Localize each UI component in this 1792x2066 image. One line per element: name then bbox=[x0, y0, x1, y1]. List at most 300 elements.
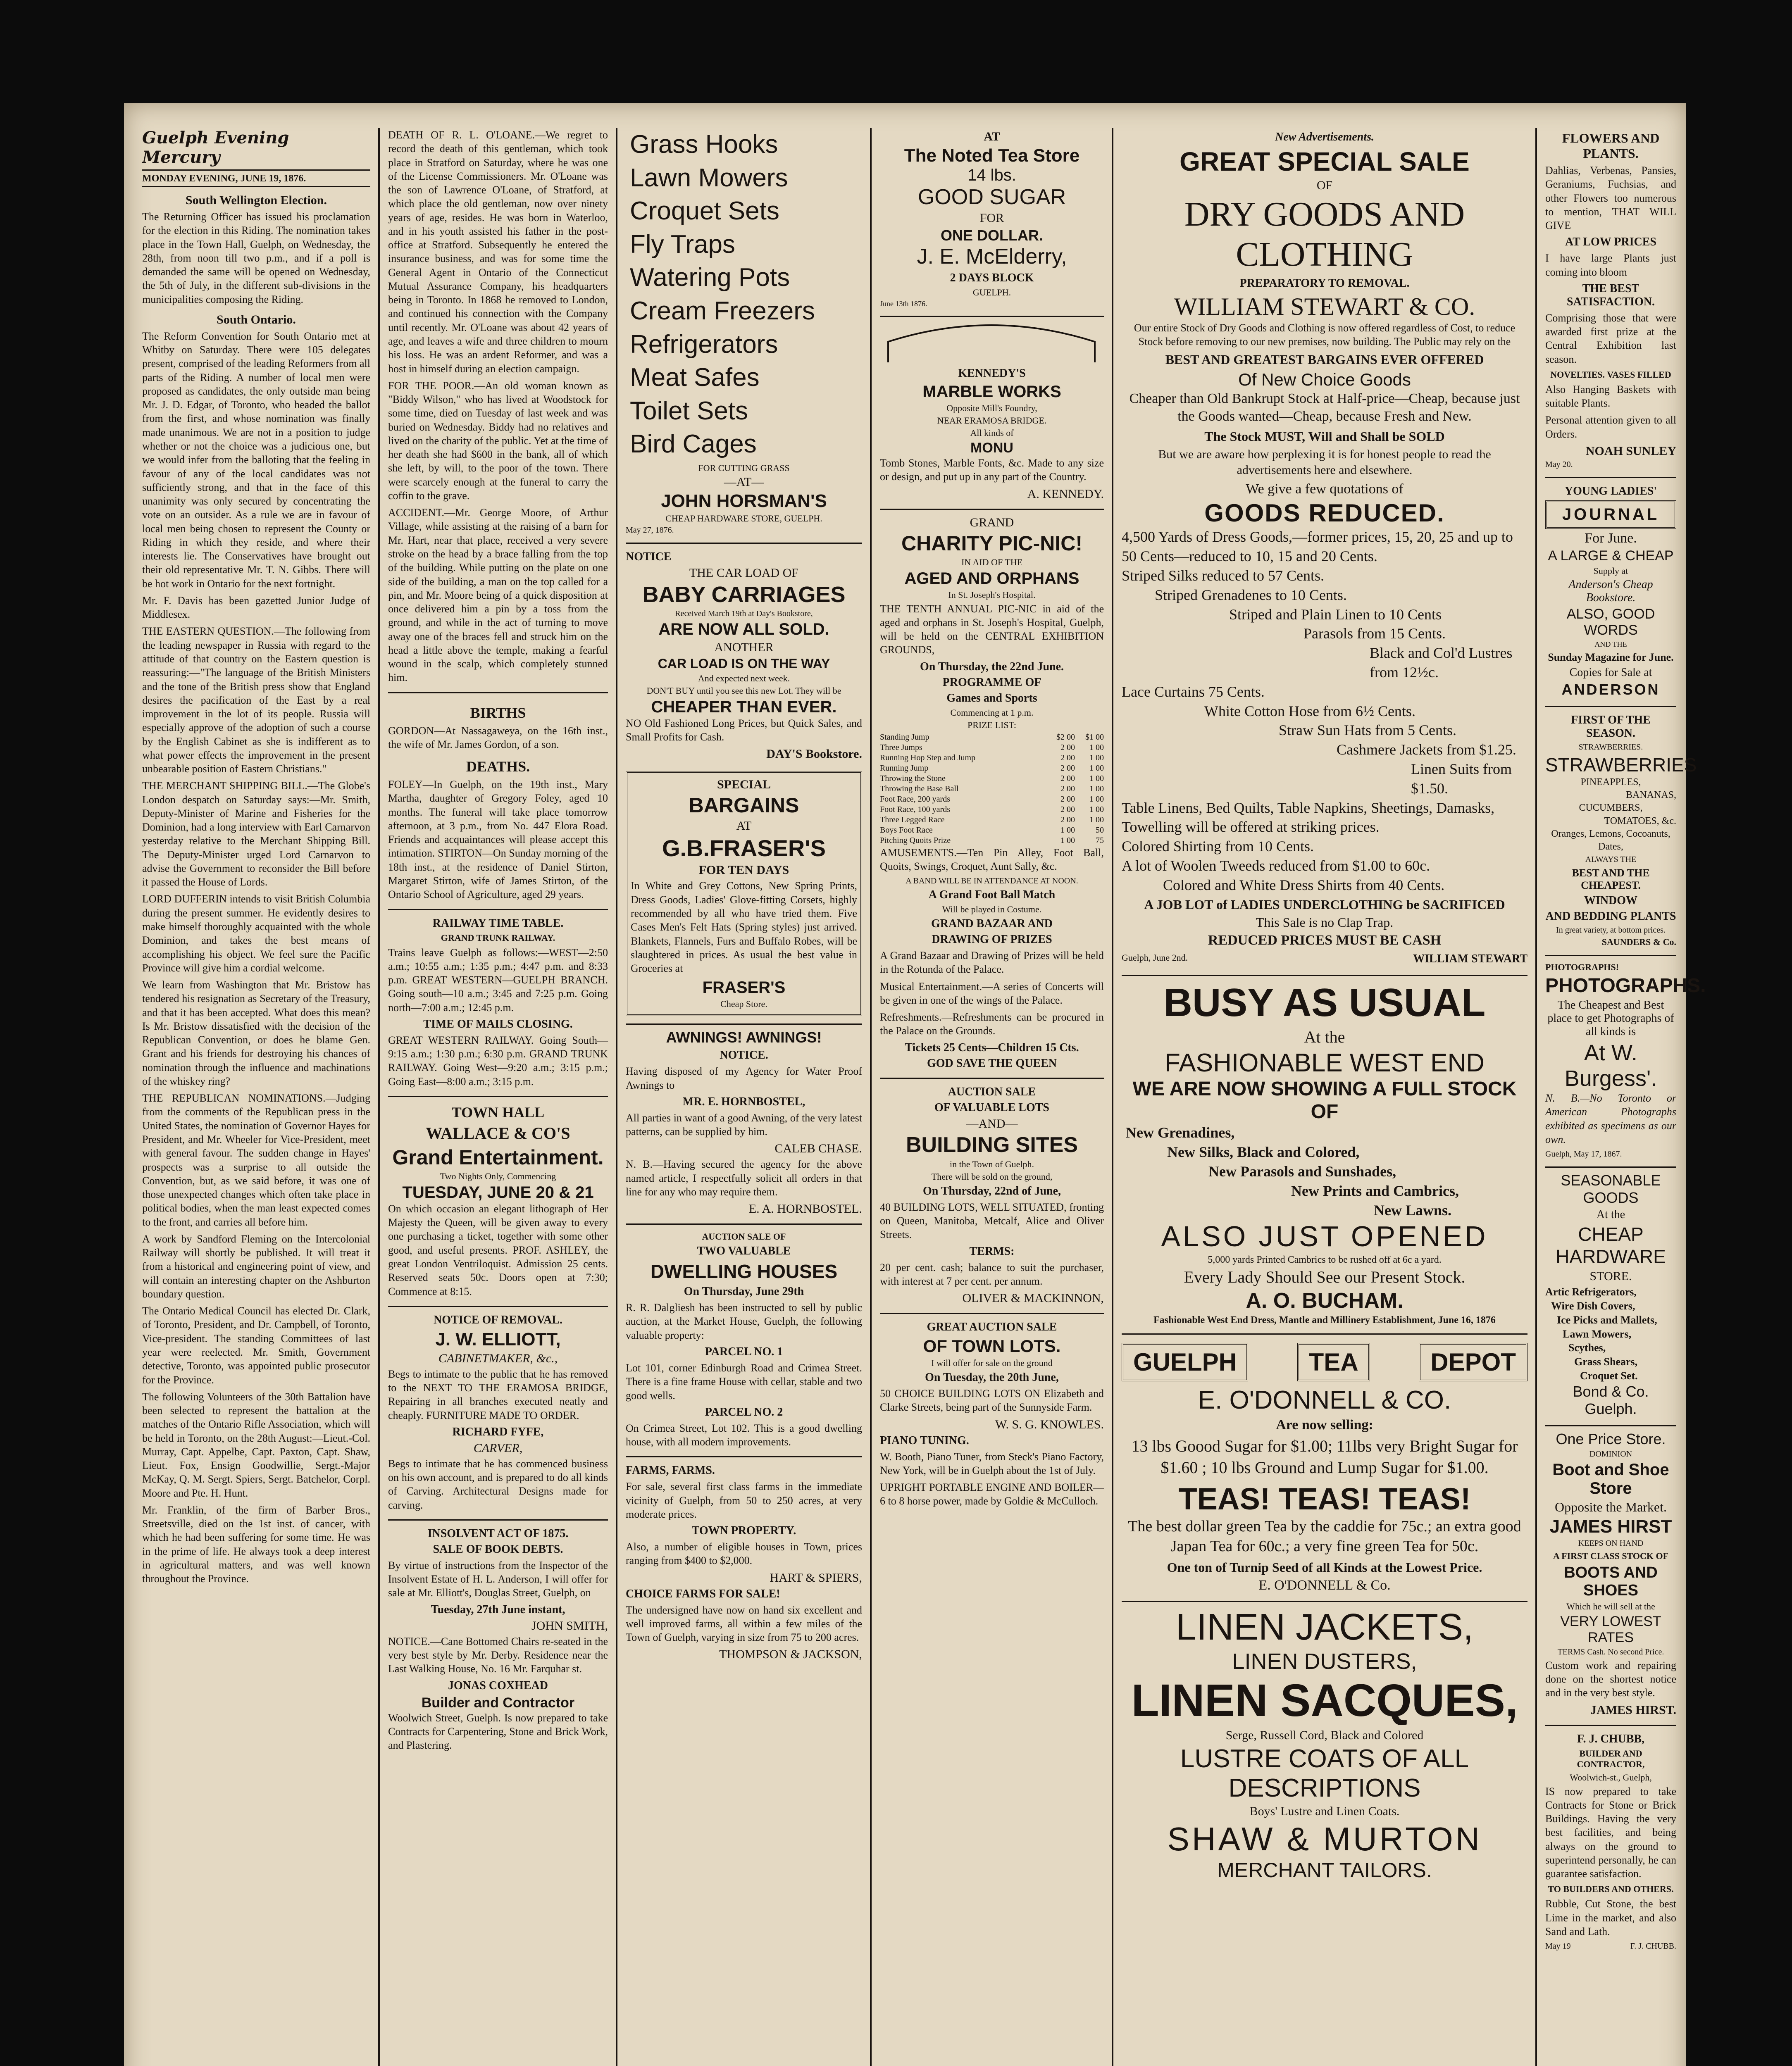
article-text: FOR THE POOR.—An old woman known as "Biddy Wilson," who has lived at Woodstock for some time, died on Tuesday of last week and was buried on Wednesday. Biddy had no relatives and lived on the charity of the public. Yet at the time of her death she had $600 in the bank, all of which she left, by will, to the poor of the town. There were scarcely enough at the funeral to carry the coffin to the grave. bbox=[388, 379, 608, 502]
column-6 bbox=[1539, 128, 1706, 2066]
quotations: We give a few quotations of bbox=[1246, 481, 1404, 497]
fraser-name: G.B.FRASER'S bbox=[662, 835, 826, 862]
nb-photos: N. B.—No Toronto or American Photographs exhibited as specimens as our own. bbox=[1545, 1092, 1676, 1145]
musical: Musical Entertainment.—A series of Concerts will be given in one of the wings of the Palace. bbox=[880, 980, 1104, 1006]
column-rule bbox=[378, 128, 380, 2066]
parasols: New Parasols and Sunshades, bbox=[1208, 1163, 1396, 1180]
prize-event: Throwing the Base Ball bbox=[880, 784, 959, 793]
may20: May 20. bbox=[1545, 459, 1573, 469]
fyfe-text: Begs to intimate that he has commenced business on his own account, and is prepared to do all kinds of Carving. Architectural Designs made for carving. bbox=[388, 1457, 608, 1511]
prize-table bbox=[880, 732, 1104, 846]
parcel-2: PARCEL NO. 2 bbox=[705, 1405, 783, 1419]
saunders: SAUNDERS & Co. bbox=[1601, 937, 1676, 947]
prize-first: 1 00 bbox=[1060, 835, 1075, 845]
removal-heading: NOTICE OF REMOVAL. bbox=[434, 1313, 562, 1326]
tea-depot-label: TEA bbox=[1297, 1343, 1370, 1381]
prize-first: 2 00 bbox=[1060, 753, 1075, 762]
best-satisfaction: THE BEST SATISFACTION. bbox=[1567, 282, 1655, 308]
hardware-item: Watering Pots bbox=[630, 263, 790, 292]
town-lots: OF TOWN LOTS. bbox=[923, 1336, 1061, 1356]
dont-buy: DON'T BUY until you see this new Lot. They will be bbox=[646, 685, 841, 696]
lawns: New Lawns. bbox=[1374, 1202, 1452, 1219]
kennedy-sig: A. KENNEDY. bbox=[1027, 487, 1104, 501]
births-heading: BIRTHS bbox=[470, 704, 526, 721]
article-text: THE EASTERN QUESTION.—The following from the leading newspaper in Russia with regard to the attitude of that country on the Eastern question is reassuring:—"The language of the British Ministers and the tone of the British press show that England desires the pacification of the East by a real improvement in the lot of its people. Russia will especially approve of the adoption of such a course by the English Cabinet as she is indifferent as to what power effects the improvement in the present unbearable position of Eastern Christians." bbox=[142, 625, 370, 775]
price-line: Black and Col'd Lustres from 12½c. bbox=[1370, 645, 1513, 681]
car-load-way: CAR LOAD IS ON THE WAY bbox=[658, 656, 830, 671]
prize-row bbox=[880, 794, 1104, 805]
sunday: Sunday Magazine for June. bbox=[1548, 651, 1674, 663]
for: FOR bbox=[979, 211, 1004, 225]
prize-second: 1 00 bbox=[1089, 815, 1104, 824]
nb-text: N. B.—Having secured the agency for the above named article, I respectfully solicit all orders in that line for any who may require them. bbox=[626, 1158, 862, 1198]
comprising: Comprising those that were awarded first prize at the Central Exhibition last season. bbox=[1545, 312, 1676, 365]
prize-first: 1 00 bbox=[1060, 825, 1075, 835]
drawing: DRAWING OF PRIZES bbox=[932, 933, 1052, 946]
all-kinds: All kinds of bbox=[970, 428, 1014, 438]
at-tea: AT bbox=[984, 130, 1000, 143]
prize-row bbox=[880, 774, 1104, 784]
prize-second: 1 00 bbox=[1089, 774, 1104, 783]
boots-shoes: BOOTS AND SHOES bbox=[1564, 1564, 1658, 1599]
stock-text: Our entire Stock of Dry Goods and Clothing is now offered regardless of Cost, to reduce Stock before removing to our new premises, now building. The Public may rely on the bbox=[1134, 322, 1516, 348]
column-2-articles bbox=[388, 128, 608, 685]
tea-depot-label: DEPOT bbox=[1419, 1343, 1527, 1381]
article-heading: South Ontario. bbox=[217, 312, 296, 326]
low-prices: AT LOW PRICES bbox=[1565, 236, 1656, 249]
auction-sale: AUCTION SALE bbox=[948, 1085, 1036, 1098]
kennedys: KENNEDY'S bbox=[958, 367, 1026, 380]
prize-first: 2 00 bbox=[1060, 774, 1075, 783]
marble-arch-icon bbox=[880, 321, 1103, 362]
in-town: in the Town of Guelph. bbox=[950, 1159, 1034, 1169]
ten-days: FOR TEN DAYS bbox=[698, 863, 789, 877]
serge: Serge, Russell Cord, Black and Colored bbox=[1225, 1728, 1424, 1742]
cheap-store: Cheap Store. bbox=[720, 999, 767, 1009]
prize-second: 1 00 bbox=[1089, 753, 1104, 762]
price-line: Linen Suits from $1.50. bbox=[1411, 760, 1512, 797]
prize-row bbox=[880, 763, 1104, 774]
article-text: Mr. F. Davis has been gazetted Junior Judge of Middlesex. bbox=[142, 594, 370, 621]
price-line: Colored and White Dress Shirts from 40 Cents. bbox=[1163, 876, 1445, 893]
monu: MONU bbox=[970, 440, 1013, 456]
masthead-title: Guelph Evening Mercury bbox=[142, 128, 370, 171]
stock-must: The Stock MUST, Will and Shall be SOLD bbox=[1204, 428, 1445, 444]
copies: Copies for Sale at bbox=[1569, 666, 1652, 679]
for-cutting-grass: FOR CUTTING GRASS bbox=[698, 462, 790, 473]
prize-event: Three Legged Race bbox=[880, 815, 945, 824]
column-2 bbox=[382, 128, 614, 2066]
photos-small: PHOTOGRAPHS! bbox=[1545, 962, 1619, 973]
prize-row bbox=[880, 784, 1104, 794]
column-rule bbox=[870, 128, 872, 2066]
woolwich: Woolwich-st., Guelph, bbox=[1570, 1772, 1652, 1783]
picnic-thursday: On Thursday, the 22nd June. bbox=[920, 660, 1064, 673]
one-price: One Price Store. bbox=[1556, 1430, 1666, 1447]
bazaar-text: A Grand Bazaar and Drawing of Prizes will be held in the Rotunda of the Palace. bbox=[880, 950, 1104, 976]
hardware-item: Cream Freezers bbox=[630, 296, 815, 325]
prize-event: Throwing the Stone bbox=[880, 774, 946, 783]
price-line: Table Linens, Bed Quilts, Table Napkins, Sheetings, Damasks, bbox=[1122, 799, 1495, 816]
tuesday-dates: TUESDAY, JUNE 20 & 21 bbox=[402, 1183, 594, 1202]
window: WINDOW bbox=[1584, 894, 1638, 907]
job-lot: A JOB LOT of LADIES UNDERCLOTHING be SACRIFICED bbox=[1144, 897, 1505, 912]
silks: New Silks, Black and Colored, bbox=[1167, 1144, 1360, 1161]
hardware-item: Grass Hooks bbox=[630, 130, 778, 159]
price-line: Parasols from 15 Cents. bbox=[1303, 625, 1446, 642]
which: Which he will sell at the bbox=[1566, 1601, 1655, 1611]
dateline: MONDAY EVENING, JUNE 19, 1876. bbox=[142, 173, 370, 187]
boot-shoe: Boot and Shoe Store bbox=[1552, 1460, 1669, 1497]
column-4 bbox=[874, 128, 1110, 2066]
establishment: Fashionable West End Dress, Mantle and Millinery Establishment, June 16, 1876 bbox=[1153, 1315, 1496, 1326]
piano: PIANO TUNING. bbox=[880, 1434, 969, 1447]
terms: TERMS: bbox=[969, 1245, 1015, 1258]
auction-head: AUCTION SALE OF bbox=[702, 1231, 786, 1242]
days-block: 2 DAYS BLOCK bbox=[950, 271, 1034, 284]
caleb-sig: CALEB CHASE. bbox=[774, 1142, 862, 1156]
new-ads-heading: New Advertisements. bbox=[1275, 131, 1375, 143]
baby-carriages: BABY CARRIAGES bbox=[642, 582, 846, 607]
merchant-tailors: MERCHANT TAILORS. bbox=[1217, 1859, 1432, 1882]
good-sugar: GOOD SUGAR bbox=[917, 185, 1066, 209]
prize-first: 2 00 bbox=[1060, 805, 1075, 814]
goods-reduced: GOODS REDUCED. bbox=[1204, 499, 1445, 527]
builder-contractor-2: BUILDER AND CONTRACTOR, bbox=[1577, 1748, 1645, 1769]
may19: May 19 bbox=[1545, 1942, 1571, 1951]
newspaper-page bbox=[124, 103, 1706, 2066]
andersons: Anderson's Cheap Bookstore. bbox=[1568, 578, 1653, 604]
prize-event: Running Hop Step and Jump bbox=[880, 753, 976, 762]
chubb-text: IS now prepared to take Contracts for Stone or Brick Buildings. Having the very best facilities, and being always on the ground to superintend personally, he can guarantee satisfaction. bbox=[1545, 1785, 1676, 1880]
shaw-murton: SHAW & MURTON bbox=[1167, 1821, 1482, 1858]
prize-second: 75 bbox=[1096, 835, 1104, 845]
jonas-text: Woolwich Street, Guelph. Is now prepared to take Contracts for Carpentering, Stone and Brick Work, and Plastering. bbox=[388, 1711, 608, 1752]
article-text: The Returning Officer has issued his proclamation for the election in this Riding. The nomination takes place in the Town Hall, Guelph, on Wednesday, the 28th, from noon till two p.m., and if a poll is demanded the same will be opened on Wednesday, the 5th of July, in the different sub-divisions in the municipalities composing the Riding. bbox=[142, 211, 370, 305]
to-builders: TO BUILDERS AND OTHERS. bbox=[1548, 1884, 1674, 1895]
custom: Custom work and repairing done on the shortest notice and in the very best style. bbox=[1545, 1659, 1676, 1699]
article-text: A work by Sandford Fleming on the Intercolonial Railway will shortly be published. It will treat it from a historical and engineering point of view, and will contain an interesting chapter on the Ashburton boundary question. bbox=[142, 1233, 370, 1300]
also-good: ALSO, GOOD WORDS bbox=[1566, 606, 1655, 638]
piano-text: W. Booth, Piano Tuner, from Steck's Piano Factory, New York, will be in Guelph about the 1st of July. bbox=[880, 1450, 1104, 1476]
grand: GRAND bbox=[970, 515, 1014, 529]
at-label-2: AT bbox=[736, 819, 752, 833]
prize-second: 1 00 bbox=[1089, 784, 1104, 793]
prize-row bbox=[880, 835, 1104, 846]
price-line: Towelling will be offered at striking prices. bbox=[1122, 819, 1380, 835]
column-5 bbox=[1116, 128, 1533, 2066]
carver: CARVER, bbox=[473, 1441, 523, 1455]
cambrics: 5,000 yards Printed Cambrics to be rushed off at 6c a yard. bbox=[1208, 1254, 1442, 1266]
mcelderry: J. E. McElderry, bbox=[917, 245, 1067, 269]
price-line: Colored Shirting from 10 Cents. bbox=[1122, 838, 1314, 855]
hardware-item: Toilet Sets bbox=[630, 396, 748, 425]
fyfe-name: RICHARD FYFE, bbox=[452, 1425, 544, 1438]
prize-event: Standing Jump bbox=[880, 732, 929, 742]
cabinetmaker: CABINETMAKER, &c., bbox=[438, 1351, 558, 1365]
always: ALWAYS THE bbox=[1585, 855, 1637, 864]
article-text: The Reform Convention for South Ontario met at Whitby on Saturday. There were 105 delegates present, comprised of the leading Reformers from all parts of the Riding. A number of local men were proposed as candidates, the only outside man being Mr. J. D. Edgar, of Toronto, who headed the ballot from the first, and whose nomination was finally made unanimous. We are not in a position to judge whether or not the choice was a judicious one, but we would infer from the balloting that the feeling in favour of any of the local candidates was not sufficiently strong, and that in the face of this unanimity was only secured by concentrating the vote on an outsider. As a rule we are in favour of local men being chosen to represent the County or Riding in which they reside, and where their interests lie. The Conservatives have brought out their old representative Mr. T. N. Gibbs. There will be hot work in Ontario for the next fortnight. bbox=[142, 330, 370, 590]
hardware-item: Bird Cages bbox=[630, 430, 757, 459]
fruit-item: CUCUMBERS, bbox=[1579, 802, 1643, 814]
railway-text: Trains leave Guelph as follows:—WEST—2:50 a.m.; 10:55 a.m.; 1:35 p.m.; 4:47 p.m. and 8:33 p.m. GREAT WESTERN—GUELPH BRANCH. Going south—10 a.m.; 3:45 and 7:25 p.m. Going north—7:00 a.m.; 12:45 p.m. bbox=[388, 946, 608, 1014]
lowest-rates: VERY LOWEST RATES bbox=[1560, 1613, 1661, 1645]
article-text: Mr. Franklin, of the firm of Barber Bros., Streetsville, died on the 1st inst. of cancer, with which he had been suffering for some time. He was in the prime of life. He always took a deep interest in agricultural matters, and was well known throughout the Province. bbox=[142, 1504, 370, 1585]
sold-text: There will be sold on the ground, bbox=[931, 1171, 1053, 1182]
prize-event: Pitching Quoits Prize bbox=[880, 835, 951, 845]
fruit-item: TOMATOES, &c. bbox=[1604, 815, 1676, 826]
price-line: Striped and Plain Linen to 10 Cents bbox=[1229, 606, 1442, 623]
marble-works: MARBLE WORKS bbox=[922, 383, 1061, 401]
price-line: Cashmere Jackets from $1.25. bbox=[1337, 741, 1516, 758]
smith-sig: JOHN SMITH, bbox=[531, 1619, 608, 1633]
first-season: FIRST OF THE SEASON. bbox=[1571, 713, 1651, 740]
prize-event: Boys Foot Race bbox=[880, 825, 933, 835]
prize-first: 2 00 bbox=[1060, 743, 1075, 752]
every-lady: Every Lady Should See our Present Stock. bbox=[1184, 1268, 1466, 1287]
near: NEAR ERAMOSA BRIDGE. bbox=[937, 415, 1047, 426]
novelties: NOVELTIES. VASES FILLED bbox=[1550, 369, 1671, 380]
sugar-text: 13 lbs Goood Sugar for $1.00; 11lbs very Bright Sugar for $1.60 ; 10 lbs Ground and Lump Sugar for $1.00. bbox=[1131, 1437, 1518, 1477]
first-class: A FIRST CLASS STOCK OF bbox=[1553, 1550, 1669, 1561]
price-line: Lace Curtains 75 Cents. bbox=[1122, 683, 1265, 700]
odonnell: E. O'DONNELL & CO. bbox=[1198, 1386, 1451, 1415]
horsman-date: May 27, 1876. bbox=[626, 525, 674, 535]
prize-row bbox=[880, 732, 1104, 743]
prize-event: Three Jumps bbox=[880, 743, 922, 752]
parcel-2-text: On Crimea Street, Lot 102. This is a good dwelling house, with all modern improvements. bbox=[626, 1422, 862, 1448]
building-lots: 40 BUILDING LOTS, WELL SITUATED, fronting on Queen, Manitoba, Metcalf, Alice and Oliver Streets. bbox=[880, 1201, 1104, 1241]
special: SPECIAL bbox=[717, 778, 771, 792]
two-nights: Two Nights Only, Commencing bbox=[440, 1171, 556, 1181]
two-valuable: TWO VALUABLE bbox=[697, 1245, 791, 1258]
hardware-item: Lawn Mowers, bbox=[1563, 1328, 1632, 1340]
price-line: White Cotton Hose from 6½ Cents. bbox=[1204, 702, 1415, 719]
dominion: DOMINION bbox=[1589, 1449, 1632, 1459]
dwelling-houses: DWELLING HOUSES bbox=[650, 1261, 838, 1283]
linen-jackets: LINEN JACKETS, bbox=[1175, 1607, 1474, 1648]
prize-second: 1 00 bbox=[1089, 805, 1104, 814]
tickets: Tickets 25 Cents—Children 15 Cts. bbox=[905, 1041, 1079, 1054]
great-auction: GREAT AUCTION SALE bbox=[927, 1321, 1057, 1334]
article-text: THE REPUBLICAN NOMINATIONS.—Judging from the comments of the Republican press in the United States, the nomination of Governor Hayes for President, and Mr. Wheeler for Vice-President, meet with general favour. The sudden change in Hayes' prospects was a surprise to all outside the Convention, but, as we said before, it was one of those unexpected changes which often take place in political bodies, when the man least expected comes to the front, and carries all before him. bbox=[142, 1092, 370, 1228]
tea-depot-label: GUELPH bbox=[1122, 1343, 1248, 1381]
expected: And expected next week. bbox=[698, 673, 790, 683]
flowers-heading: FLOWERS AND PLANTS. bbox=[1562, 131, 1660, 161]
prize-first: 2 00 bbox=[1060, 815, 1075, 824]
insolvent-text: By virtue of instructions from the Inspector of the Insolvent Estate of H. L. Anderson, I will offer for sale at Mr. Elliott's, Douglas Street, Guelph, on bbox=[388, 1559, 608, 1599]
deaths-text: FOLEY—In Guelph, on the 19th inst., Mary Martha, daughter of Gregory Foley, aged 10 months. The funeral will take place tomorrow afternoon, at 3 p.m., from No. 447 Elora Road. Friends and acquaintances will please accept this intimation. STIRTON—On Sunday morning of the 18th inst., at the residence of Daniel Stirton, Margaret Stirton, wife of James Stirton, of the Ontario School of Agriculture, aged 29 years. bbox=[388, 778, 608, 901]
price-line: Striped Grenadenes to 10 Cents. bbox=[1155, 586, 1347, 603]
keeps: KEEPS ON HAND bbox=[1578, 1538, 1644, 1548]
opposite: Opposite Mill's Foundry, bbox=[946, 403, 1037, 413]
town-property: TOWN PROPERTY. bbox=[691, 1524, 796, 1538]
prize-row bbox=[880, 753, 1104, 763]
notice-2: NOTICE. bbox=[720, 1049, 768, 1062]
prize-row bbox=[880, 815, 1104, 825]
price-line: 4,500 Yards of Dress Goods,—former prices, 15, 20, 25 and up to 50 Cents—reduced to 10, 15 and 20 Cents. bbox=[1122, 528, 1513, 565]
supply: Supply at bbox=[1593, 565, 1628, 576]
grenadines: New Grenadines, bbox=[1126, 1124, 1235, 1141]
offer-text: I will offer for sale on the ground bbox=[931, 1358, 1053, 1369]
insolvent-date: Tuesday, 27th June instant, bbox=[431, 1603, 565, 1616]
article-text: We learn from Washington that Mr. Bristow has tendered his resignation as Secretary of the Treasury, and that it has been accepted. What does this mean? Is Mr. Bristow dissatisfied with the decision of the Republican Convention, or does he blame Gen. Grant and his friends for destroying his chances of nomination through the influence and machinations of the whiskey ring? bbox=[142, 979, 370, 1087]
notice-heading: NOTICE bbox=[626, 550, 672, 563]
burgess: At W. Burgess'. bbox=[1564, 1040, 1657, 1091]
price-line: Striped Silks reduced to 57 Cents. bbox=[1122, 567, 1324, 584]
odonnell-sig: E. O'DONNELL & Co. bbox=[1258, 1578, 1391, 1593]
commencing: Commencing at 1 p.m. bbox=[950, 707, 1034, 718]
grand-entertainment: Grand Entertainment. bbox=[392, 1145, 604, 1169]
tea-store: The Noted Tea Store bbox=[904, 145, 1080, 166]
valuable-lots: OF VALUABLE LOTS bbox=[934, 1101, 1050, 1114]
band: A BAND WILL BE IN ATTENDANCE AT NOON. bbox=[906, 876, 1078, 886]
sunley: NOAH SUNLEY bbox=[1585, 444, 1676, 458]
hardware-item: Ice Picks and Mallets, bbox=[1557, 1314, 1657, 1326]
fruit-item: Oranges, Lemons, Cocoanuts, Dates, bbox=[1551, 828, 1670, 852]
linen-dusters: LINEN DUSTERS, bbox=[1232, 1649, 1417, 1674]
hornbostel-name: MR. E. HORNBOSTEL, bbox=[682, 1095, 805, 1108]
prize-row bbox=[880, 743, 1104, 753]
column-3 bbox=[620, 128, 868, 2066]
auction-text: R. R. Dalgliesh has been instructed to sell by public auction, at the Market House, Guelph, the following valuable property: bbox=[626, 1302, 862, 1341]
prize-event: Foot Race, 100 yards bbox=[880, 805, 950, 814]
terms-text: 20 per cent. cash; balance to suit the purchaser, with interest at 7 per cent. per annum. bbox=[880, 1261, 1104, 1287]
prize-event: Running Jump bbox=[880, 763, 929, 773]
fifty-lots: 50 CHOICE BUILDING LOTS ON Elizabeth and Clarke Streets, being part of the Sunnyside Farm. bbox=[880, 1388, 1104, 1414]
no-trap: This Sale is no Clap Trap. bbox=[1256, 915, 1394, 930]
bazaar: GRAND BAZAAR AND bbox=[931, 917, 1053, 931]
railway-heading: RAILWAY TIME TABLE. bbox=[432, 916, 564, 930]
prize-second: 1 00 bbox=[1089, 743, 1104, 752]
showing: WE ARE NOW SHOWING A FULL STOCK OF bbox=[1132, 1078, 1517, 1123]
building-sites: BUILDING SITES bbox=[906, 1133, 1078, 1157]
strawberries-small: STRAWBERRIES. bbox=[1578, 742, 1643, 752]
prize-second: $1 00 bbox=[1085, 732, 1104, 742]
book-debts: SALE OF BOOK DEBTS. bbox=[433, 1542, 563, 1556]
prize-first: $2 00 bbox=[1056, 732, 1075, 742]
turnip: One ton of Turnip Seed of all Kinds at the Lowest Price. bbox=[1167, 1560, 1482, 1575]
oliver-sig: OLIVER & MACKINNON, bbox=[962, 1291, 1104, 1305]
one-dollar: ONE DOLLAR. bbox=[941, 227, 1043, 244]
tea-text: The best dollar green Tea by the caddie for 75c.; an extra good Japan Tea for 60c.; a very fine green Tea for 50c. bbox=[1128, 1517, 1521, 1555]
awnings-heading: AWNINGS! AWNINGS! bbox=[666, 1029, 822, 1046]
births-text: GORDON—At Nassagaweya, on the 16th inst., the wife of Mr. James Gordon, of a son. bbox=[388, 724, 608, 750]
builder-contractor: Builder and Contractor bbox=[421, 1695, 575, 1711]
column-rule bbox=[1112, 128, 1113, 2066]
hardware-item: Grass Shears, bbox=[1574, 1356, 1638, 1368]
another: ANOTHER bbox=[714, 640, 774, 654]
cheaper-text: Cheaper than Old Bankrupt Stock at Half-price—Cheap, because just the Goods wanted—Cheap, because Fresh and New. bbox=[1129, 390, 1520, 424]
choice-farms: CHOICE FARMS FOR SALE! bbox=[626, 1587, 780, 1600]
but-we: But we are aware how perplexing it is for honest people to read the advertisements here and elsewhere. bbox=[1158, 447, 1491, 477]
horsman-name: JOHN HORSMAN'S bbox=[661, 490, 827, 511]
elliott-name: J. W. ELLIOTT, bbox=[435, 1329, 561, 1350]
of-new: Of New Choice Goods bbox=[1238, 369, 1411, 389]
best-bargains: BEST AND GREATEST BARGAINS EVER OFFERED bbox=[1165, 352, 1484, 367]
variety: In great variety, at bottom prices. bbox=[1556, 926, 1666, 935]
seasonable: SEASONABLE GOODS bbox=[1561, 1172, 1661, 1207]
refreshments: Refreshments.—Refreshments can be procured in the Palace on the Grounds. bbox=[880, 1011, 1104, 1037]
also-just-opened: ALSO JUST OPENED bbox=[1161, 1220, 1488, 1253]
tea-depot-boxes bbox=[1122, 1343, 1527, 1381]
in-aid: IN AID OF THE bbox=[961, 557, 1023, 567]
prints: New Prints and Cambrics, bbox=[1291, 1182, 1459, 1199]
fruits-list bbox=[1545, 776, 1676, 853]
fraser-text: In White and Grey Cottons, New Spring Prints, Dress Goods, Ladies' Glove-fitting Corsets, highly recommended by all who have tried them. Five Cases Men's Felt Hats (Spring styles) just arrived. Blankets, Flannels, Furs and Buffalo Robes, will be slaughtered in prices. As usual the best value in Groceries at bbox=[631, 880, 857, 975]
prize-row bbox=[880, 825, 1104, 835]
town-text: Also, a number of eligible houses in Town, prices ranging from $400 to $2,000. bbox=[626, 1541, 862, 1567]
price-line: A lot of Woolen Tweeds reduced from $1.00 to 60c. bbox=[1122, 857, 1430, 874]
prize-first: 2 00 bbox=[1060, 763, 1075, 773]
fashionable-west-end: FASHIONABLE WEST END bbox=[1164, 1049, 1485, 1078]
hardware-item: Fly Traps bbox=[630, 230, 735, 259]
cheap-hardware: CHEAP HARDWARE bbox=[1556, 1223, 1666, 1268]
prize-event: Foot Race, 200 yards bbox=[880, 794, 950, 804]
prize-second: 50 bbox=[1096, 825, 1104, 835]
flowers-text: Dahlias, Verbenas, Pansies, Geraniums, Fuchsias, and other Flowers too numerous to mention, THAT WILL GIVE bbox=[1545, 164, 1676, 232]
price-line: Straw Sun Hats from 5 Cents. bbox=[1279, 722, 1456, 739]
hardware-item: Artic Refrigerators, bbox=[1545, 1286, 1637, 1298]
all-sold: ARE NOW ALL SOLD. bbox=[658, 620, 829, 638]
at-the-2: At the bbox=[1596, 1208, 1625, 1221]
great-special-sale: GREAT SPECIAL SALE bbox=[1180, 147, 1470, 176]
railway-subheading: GRAND TRUNK RAILWAY. bbox=[441, 932, 555, 943]
hornbostel-sig: E. A. HORNBOSTEL. bbox=[748, 1202, 862, 1216]
upright: UPRIGHT PORTABLE ENGINE AND BOILER—6 to 8 horse power, made by Goldie & McCulloch. bbox=[880, 1481, 1104, 1507]
hart-sig: HART & SPIERS, bbox=[770, 1571, 862, 1585]
hardware-item: Croquet Set. bbox=[1580, 1369, 1638, 1382]
games-sports: Games and Sports bbox=[946, 691, 1037, 705]
hospital: In St. Joseph's Hospital. bbox=[948, 589, 1036, 600]
choice-text: The undersigned have now on hand six excellent and well improved farms, all within a few miles of the Town of Guelph, varying in size from 75 to 200 acres. bbox=[626, 1604, 862, 1644]
hanging: Also Hanging Baskets with suitable Plants. bbox=[1545, 383, 1676, 409]
farms-text: For sale, several first class farms in the immediate vicinity of Guelph, from 50 to 250 acres, at very moderate prices. bbox=[626, 1480, 862, 1520]
received: Received March 19th at Day's Bookstore, bbox=[675, 609, 813, 618]
elliott-text: Begs to intimate to the public that he has removed to the NEXT TO THE ERAMOSA BRIDGE, Repairing in all branches executed neatly and cheaply. FURNITURE MADE TO ORDER. bbox=[388, 1368, 608, 1421]
horsman-sub: CHEAP HARDWARE STORE, GUELPH. bbox=[665, 513, 822, 524]
hirst-sig: JAMES HIRST. bbox=[1590, 1703, 1676, 1717]
article-text: DEATH OF R. L. O'LOANE.—We regret to record the death of this gentleman, which took place in Stratford on Saturday, where he was one of the License Commissioners. Mr. O'Loane was the son of Lawrence O'Loane, of Stratford, at which place the old gentleman, now over ninety years of age, resides. He was born in Waterloo, and in his youth assisted his father in the post-office at Stratford. Subsequently he entered the insurance business, and was for some time the General Agent in Ontario of the Connecticut Mutual Assurance Company, his headquarters being in Toronto. In 1868 he removed to London, and continued his connection with the Company until recently. Mr. O'Loane was about 42 years of age, and leaves a wife and three children to mourn his loss. He was an ardent Reformer, and was a host in himself during an election campaign. bbox=[388, 129, 608, 375]
stewart-name: WILLIAM STEWART & CO. bbox=[1174, 293, 1475, 320]
thursday-22: On Thursday, 22nd of June, bbox=[922, 1184, 1061, 1197]
jonas-name: JONAS COXHEAD bbox=[448, 1679, 548, 1692]
reduced-cash: REDUCED PRICES MUST BE CASH bbox=[1208, 933, 1442, 948]
now-selling: Are now selling: bbox=[1276, 1417, 1373, 1433]
at-the: At the bbox=[1304, 1028, 1345, 1047]
article-text: The Ontario Medical Council has elected Dr. Clark, of Toronto, President, and Dr. Campbell, of Toronto, Vice-president. The standing Committees of last year were reelected. Mr. Smith, Government detective, Toronto, was appointed public prosecutor for the Province. bbox=[142, 1305, 370, 1386]
insolvent-heading: INSOLVENT ACT OF 1875. bbox=[427, 1527, 569, 1540]
days-bookstore: DAY'S Bookstore. bbox=[766, 747, 862, 761]
hardware-item: Refrigerators bbox=[630, 330, 778, 359]
bedding: AND BEDDING PLANTS bbox=[1545, 910, 1676, 923]
large-cheap: A LARGE & CHEAP bbox=[1548, 547, 1674, 564]
article-text: ACCIDENT.—Mr. George Moore, of Arthur Village, while assisting at the raising of a barn for Mr. Hart, near that place, received a very severe stroke on the head by a brace falling from the top of the building. While putting on the plate on one side of the building, a man on the top called for a pin, and Mr. Moore being of a quick disposition at once delivered him a pin by a toss from the ground, and while in the act of turning to move away one of the braces fell and struck him on the head a little above the temple, making a fearful wound in the scalp, which completely stunned him. bbox=[388, 507, 608, 684]
anderson: ANDERSON bbox=[1561, 681, 1660, 698]
hardware-item: Croquet Sets bbox=[630, 197, 779, 226]
linen-sacques: LINEN SACQUES, bbox=[1131, 1675, 1518, 1726]
prize-list: PRIZE LIST: bbox=[967, 719, 1017, 730]
town-hall: TOWN HALL bbox=[451, 1104, 545, 1121]
journal: JOURNAL bbox=[1545, 500, 1676, 529]
wallace-heading: WALLACE & CO'S bbox=[426, 1123, 570, 1142]
boys-coats: Boys' Lustre and Linen Coats. bbox=[1249, 1804, 1400, 1818]
and-the: AND THE bbox=[1594, 640, 1627, 648]
column-rule bbox=[1535, 128, 1537, 2066]
charity-picnic: CHARITY PIC-NIC! bbox=[901, 531, 1082, 555]
chubb-sig: F. J. CHUBB. bbox=[1630, 1942, 1676, 1951]
deaths-heading: DEATHS. bbox=[466, 758, 530, 775]
